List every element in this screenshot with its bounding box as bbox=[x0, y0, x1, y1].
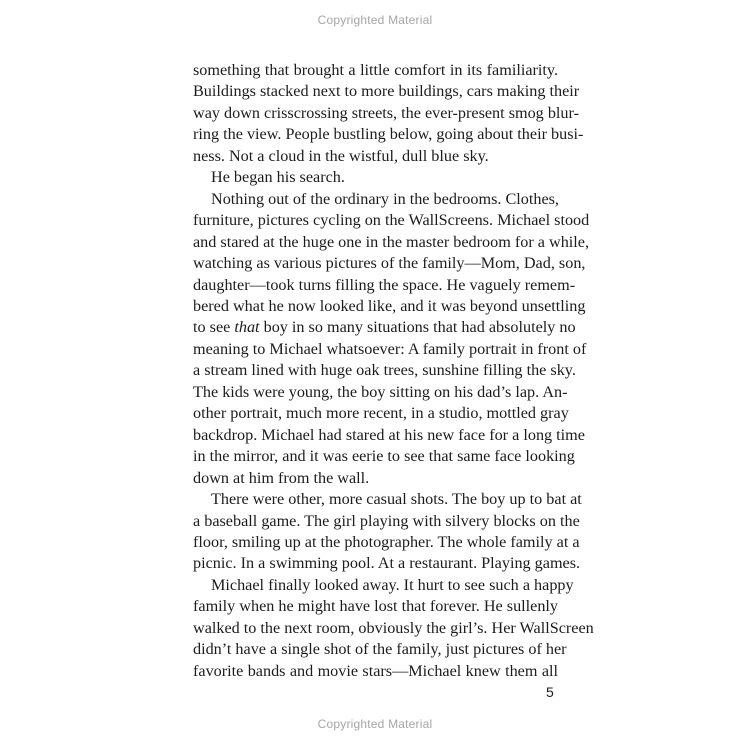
text-line: ring the view. People bustling below, going about their busi- bbox=[193, 125, 584, 144]
text-line: floor, smiling up at the photographer. The whole family at a bbox=[193, 532, 580, 551]
text-line: and stared at the huge one in the master bedroom for a while, bbox=[193, 232, 590, 251]
text-line: family when he might have lost that forever. He sullenly bbox=[193, 597, 559, 616]
text-line: down at him from the wall. bbox=[193, 468, 370, 487]
text-line: watching as various pictures of the family—Mom, Dad, son, bbox=[193, 254, 586, 273]
text-line: picnic. In a swimming pool. At a restaurant. Playing games. bbox=[193, 554, 581, 573]
text-line: Michael finally looked away. It hurt to see such a happy bbox=[211, 575, 574, 594]
text-line: ness. Not a cloud in the wistful, dull blue sky. bbox=[193, 146, 489, 165]
paragraph bbox=[193, 489, 582, 575]
paragraph bbox=[193, 167, 558, 188]
text-line: didn’t have a single shot of the family, just pictures of her bbox=[193, 640, 567, 659]
emphasis: that bbox=[234, 318, 260, 337]
text-line: a stream lined with huge oak trees, sunshine filling the sky. bbox=[193, 361, 576, 380]
text-line: furniture, pictures cycling on the WallScreens. Michael stood bbox=[193, 211, 590, 230]
text-line: way down crisscrossing streets, the ever-present smog blur- bbox=[193, 103, 579, 122]
text-line: Buildings stacked next to more buildings, cars making their bbox=[193, 82, 580, 101]
text-line-with-italic: to see that boy in so many situations that had absolutely no bbox=[193, 318, 576, 337]
text-line: The kids were young, the boy sitting on his dad’s lap. An- bbox=[193, 382, 568, 401]
book-page-body bbox=[193, 60, 594, 682]
copyright-watermark-top: Copyrighted Material bbox=[317, 13, 433, 27]
text-line: Nothing out of the ordinary in the bedrooms. Clothes, bbox=[211, 189, 559, 208]
text-line: He began his search. bbox=[211, 168, 345, 187]
text-line: in the mirror, and it was eerie to see that same face looking bbox=[193, 447, 575, 466]
paragraph bbox=[193, 60, 584, 167]
text-line: a baseball game. The girl playing with silvery blocks on the bbox=[193, 511, 580, 530]
paragraph bbox=[193, 189, 590, 489]
text-line: something that brought a little comfort in its familiarity. bbox=[193, 61, 558, 79]
copyright-watermark-bottom: Copyrighted Material bbox=[317, 717, 433, 731]
page-number: 5 bbox=[546, 684, 554, 700]
text-line: There were other, more casual shots. The boy up to bat at bbox=[211, 490, 582, 509]
text-line: backdrop. Michael had stared at his new face for a long time bbox=[193, 425, 585, 444]
paragraph bbox=[193, 575, 594, 682]
text-line: meaning to Michael whatsoever: A family portrait in front of bbox=[193, 339, 587, 358]
text-line: daughter—took turns filling the space. He vaguely remem- bbox=[193, 275, 576, 294]
text-line: favorite bands and movie stars—Michael knew them all bbox=[193, 661, 558, 680]
text-line: bered what he now looked like, and it was beyond unsettling bbox=[193, 296, 586, 315]
text-line: walked to the next room, obviously the girl’s. Her WallScreen bbox=[193, 618, 594, 637]
text-line: other portrait, much more recent, in a studio, mottled gray bbox=[193, 404, 569, 423]
